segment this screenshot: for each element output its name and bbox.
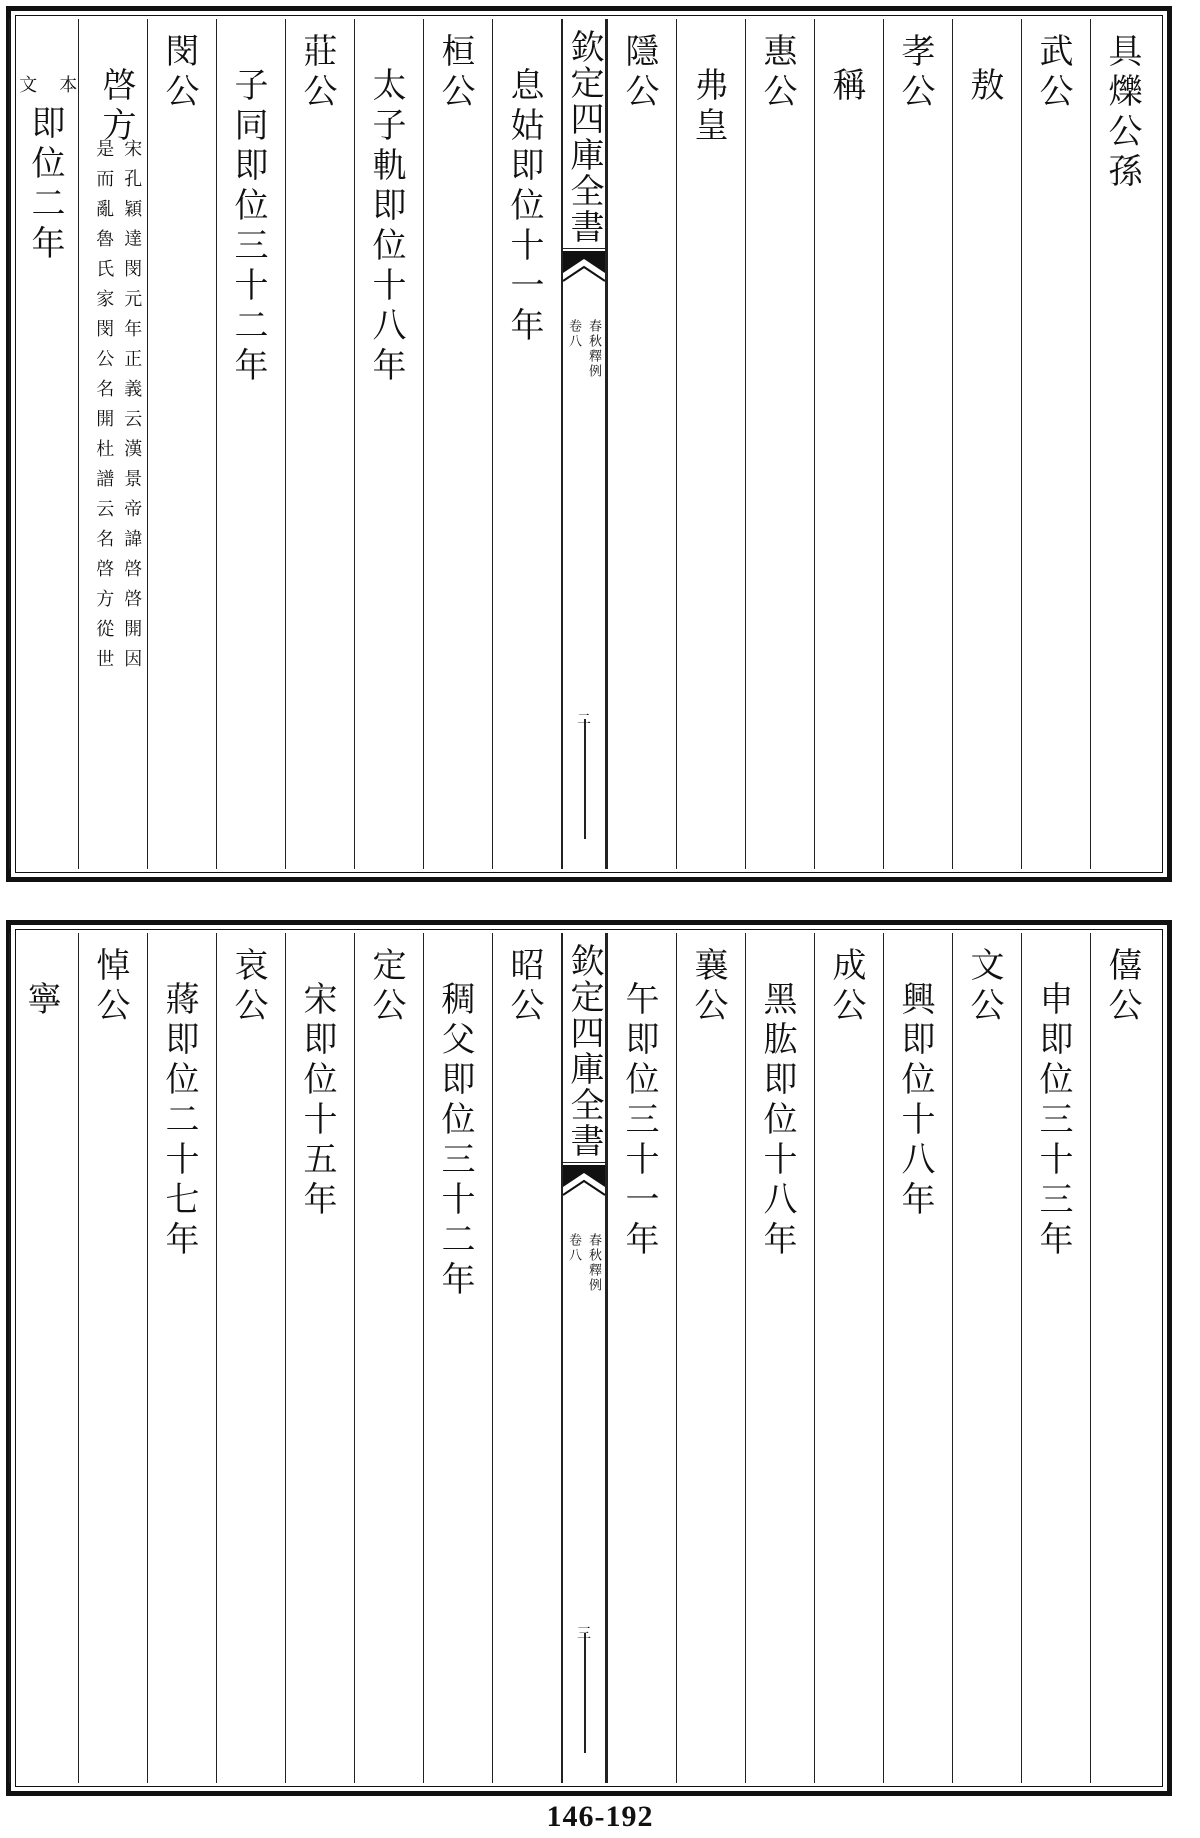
page-top bbox=[6, 6, 1172, 882]
column-text: 啓方 bbox=[96, 67, 136, 147]
text-column bbox=[216, 933, 285, 1783]
fishtail-ornament bbox=[563, 1165, 605, 1205]
column-heading: 哀公 bbox=[228, 947, 268, 1027]
column-heading: 武公 bbox=[1033, 33, 1073, 113]
text-column bbox=[354, 933, 423, 1783]
column-text: 息姑即位十一年 bbox=[504, 67, 544, 347]
book-series-title: 欽定四庫全書 bbox=[564, 943, 604, 1159]
book-title: 春秋釋例 bbox=[586, 319, 601, 379]
column-text: 即位二年 bbox=[25, 105, 65, 265]
text-column bbox=[147, 933, 216, 1783]
column-heading: 昭公 bbox=[504, 947, 544, 1027]
column-heading: 閔公 bbox=[159, 33, 199, 113]
text-column bbox=[354, 19, 423, 869]
text-column bbox=[952, 933, 1021, 1783]
column-heading: 隱公 bbox=[619, 33, 659, 113]
column-text: 興即位十八年 bbox=[895, 981, 935, 1221]
text-column bbox=[285, 19, 354, 869]
center-fold-column bbox=[561, 19, 607, 869]
center-fold-column bbox=[561, 933, 607, 1783]
text-column bbox=[814, 933, 883, 1783]
text-column bbox=[952, 19, 1021, 869]
text-column bbox=[1090, 933, 1159, 1783]
text-column bbox=[883, 933, 952, 1783]
column-heading: 莊公 bbox=[297, 33, 337, 113]
annotation-note: 宋孔穎達閔元年正義云漢景帝諱啓啓開因 bbox=[121, 139, 143, 679]
text-column bbox=[78, 19, 147, 869]
column-heading: 文公 bbox=[964, 947, 1004, 1027]
top-columns bbox=[16, 19, 1159, 869]
text-column bbox=[9, 19, 78, 869]
column-text: 黑肱即位十八年 bbox=[757, 981, 797, 1261]
column-heading: 僖公 bbox=[1102, 947, 1142, 1027]
leaf-page-number: 二 bbox=[577, 712, 591, 728]
annotation-note: 是而亂魯氏家閔公名開杜譜云名啓方從世 bbox=[93, 139, 115, 679]
column-text: 敖 bbox=[964, 67, 1004, 107]
text-column bbox=[814, 19, 883, 869]
text-column bbox=[745, 19, 814, 869]
text-column bbox=[1090, 19, 1159, 869]
text-column bbox=[745, 933, 814, 1783]
text-column bbox=[676, 19, 745, 869]
column-heading: 具爍公孫 bbox=[1102, 33, 1142, 193]
text-column bbox=[423, 19, 492, 869]
text-column bbox=[9, 933, 78, 1783]
book-title: 春秋釋例 bbox=[586, 1233, 601, 1293]
column-heading: 悼公 bbox=[90, 947, 130, 1027]
column-heading: 成公 bbox=[826, 947, 866, 1027]
column-text: 弗皇 bbox=[688, 67, 728, 147]
column-text: 太子軌即位十八年 bbox=[366, 67, 406, 387]
text-column bbox=[607, 933, 676, 1783]
text-column bbox=[1021, 19, 1090, 869]
annotation-note: 本 bbox=[56, 75, 78, 105]
page-bottom bbox=[6, 920, 1172, 1796]
column-heading: 桓公 bbox=[435, 33, 475, 113]
fishtail-ornament bbox=[563, 251, 605, 291]
column-heading: 定公 bbox=[366, 947, 406, 1027]
text-column bbox=[676, 933, 745, 1783]
bottom-columns bbox=[19, 933, 1159, 1783]
text-column bbox=[423, 933, 492, 1783]
column-text: 申即位三十三年 bbox=[1033, 981, 1073, 1261]
text-column bbox=[492, 19, 561, 869]
text-column bbox=[607, 19, 676, 869]
text-column bbox=[147, 19, 216, 869]
volume-label: 卷八 bbox=[566, 1233, 581, 1263]
center-title-box bbox=[563, 937, 605, 1163]
text-column bbox=[1021, 933, 1090, 1783]
text-column bbox=[78, 933, 147, 1783]
column-text: 稠父即位三十二年 bbox=[435, 981, 475, 1301]
column-text: 宋即位十五年 bbox=[297, 981, 337, 1221]
column-text: 寧 bbox=[21, 981, 61, 1021]
column-text: 蔣即位二十七年 bbox=[159, 981, 199, 1261]
text-column bbox=[883, 19, 952, 869]
column-heading: 孝公 bbox=[895, 33, 935, 113]
column-text: 子同即位三十二年 bbox=[228, 67, 268, 387]
book-series-title: 欽定四庫全書 bbox=[564, 29, 604, 245]
leaf-page-number: 三 bbox=[577, 1626, 591, 1642]
text-column bbox=[285, 933, 354, 1783]
column-heading: 襄公 bbox=[688, 947, 728, 1027]
text-column bbox=[492, 933, 561, 1783]
text-column bbox=[216, 19, 285, 869]
column-text: 午即位三十一年 bbox=[619, 981, 659, 1261]
annotation-note: 文 bbox=[16, 75, 38, 105]
column-heading: 惠公 bbox=[757, 33, 797, 113]
center-title-box bbox=[563, 23, 605, 249]
center-rule bbox=[584, 1633, 586, 1753]
page-number-footer: 146-192 bbox=[546, 1800, 654, 1833]
center-rule bbox=[584, 719, 586, 839]
volume-label: 卷八 bbox=[566, 319, 581, 349]
column-text: 稱 bbox=[826, 67, 866, 107]
